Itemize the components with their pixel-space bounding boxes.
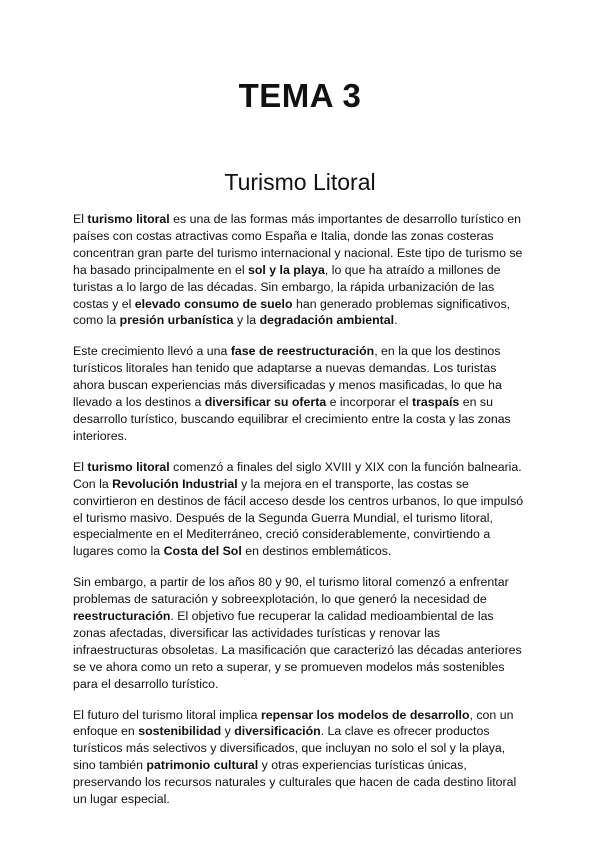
paragraph [73,343,527,444]
text-run: y la mejora en el transporte, las costas se convirtieron en destinos de fácil acceso desde los centros urbanos, lo que impulsó el turismo masivo. Después de la Segunda Guerra Mundial, el turismo litoral, especialmente en el Mediterráneo, creció considerablemente, convirtiendo a lugares como la [73,476,524,559]
text-run: , lo que ha atraído a millones de turistas a lo largo de las décadas. Sin embargo, la rápida urbanización de las costas y el [73,262,501,311]
text-run: El futuro del turismo litoral implica [73,707,261,722]
bold-term: sol y la playa [248,262,325,277]
text-run: y [221,724,235,739]
bold-term: degradación ambiental [259,313,395,328]
text-run: . El objetivo fue recuperar la calidad medioambiental de las zonas afectadas, diversificar las actividades turísticas y renovar las infraestructuras obsoletas. La masificación que caracterizó las décadas anteriores se ve ahora como un reto a superar, y se promueven modelos más sostenibles para el desarrollo turístico. [73,609,522,691]
text-run: El [73,212,88,226]
bold-term: traspaís [411,395,460,410]
text-run: y otras experiencias turísticas únicas, preservando los recursos naturales y culturales que hacen de cada destino litoral un lugar especial. [73,758,517,807]
text-run: es una de las formas más importantes de desarrollo turístico en países con costas atractivas como España e Italia, donde las zonas costeras concentran gran parte del turismo internacional y nacional. Este tipo de turismo se ha basado principalmente en el [73,212,523,277]
bold-term: Costa del Sol [163,544,242,559]
paragraph [73,574,527,692]
bold-term: diversificar su oferta [204,395,327,410]
bold-term: turismo litoral [87,459,170,474]
bold-term: patrimonio cultural [146,758,259,773]
bold-term: sostenibilidad [138,724,222,739]
paragraph [73,211,527,329]
chapter-title: TEMA 3 [238,77,362,114]
bold-term: repensar los modelos de desarrollo [260,707,470,722]
bold-term: diversificación [234,724,321,739]
text-run: El [73,459,88,474]
bold-term: turismo litoral [87,212,170,226]
text-run: . [394,313,398,328]
bold-term: elevado consumo de suelo [134,296,293,311]
text-run: , con un enfoque en [73,707,514,739]
bold-term: Revolución Industrial [112,476,238,491]
text-run: Este crecimiento llevó a una [73,344,231,359]
text-run: . La clave es ofrecer productos turísticos más selectivos y diversificados, que incluyan no solo el sol y la playa, sino también [73,724,506,773]
text-run: , en la que los destinos turísticos litorales han tenido que adaptarse a nuevas demandas. Los turistas ahora buscan experiencias más diversificadas y menos masificadas, lo que ha llevado a los destinos a [73,344,502,410]
text-run: en su desarrollo turístico, buscando equilibrar el crecimiento entre la costa y las zonas interiores. [73,395,511,443]
body-text [73,211,527,808]
bold-term: fase de reestructuración [230,344,375,359]
text-run: han generado problemas significativos, como la [73,296,511,328]
text-run: comenzó a finales del siglo XVIII y XIX con la función balnearia. Con la [73,459,522,491]
section-title: Turismo Litoral [224,169,376,195]
text-run: y la [233,313,260,328]
text-run: e incorporar el [326,395,412,410]
text-run: en destinos emblemáticos. [241,544,392,559]
bold-term: presión urbanística [119,313,234,328]
bold-term: reestructuración [73,609,171,624]
paragraph [73,707,527,808]
text-run: Sin embargo, a partir de los años 80 y 90, el turismo litoral comenzó a enfrentar problemas de saturación y sobreexplotación, lo que generó la necesidad de [73,575,509,607]
paragraph [73,459,527,560]
